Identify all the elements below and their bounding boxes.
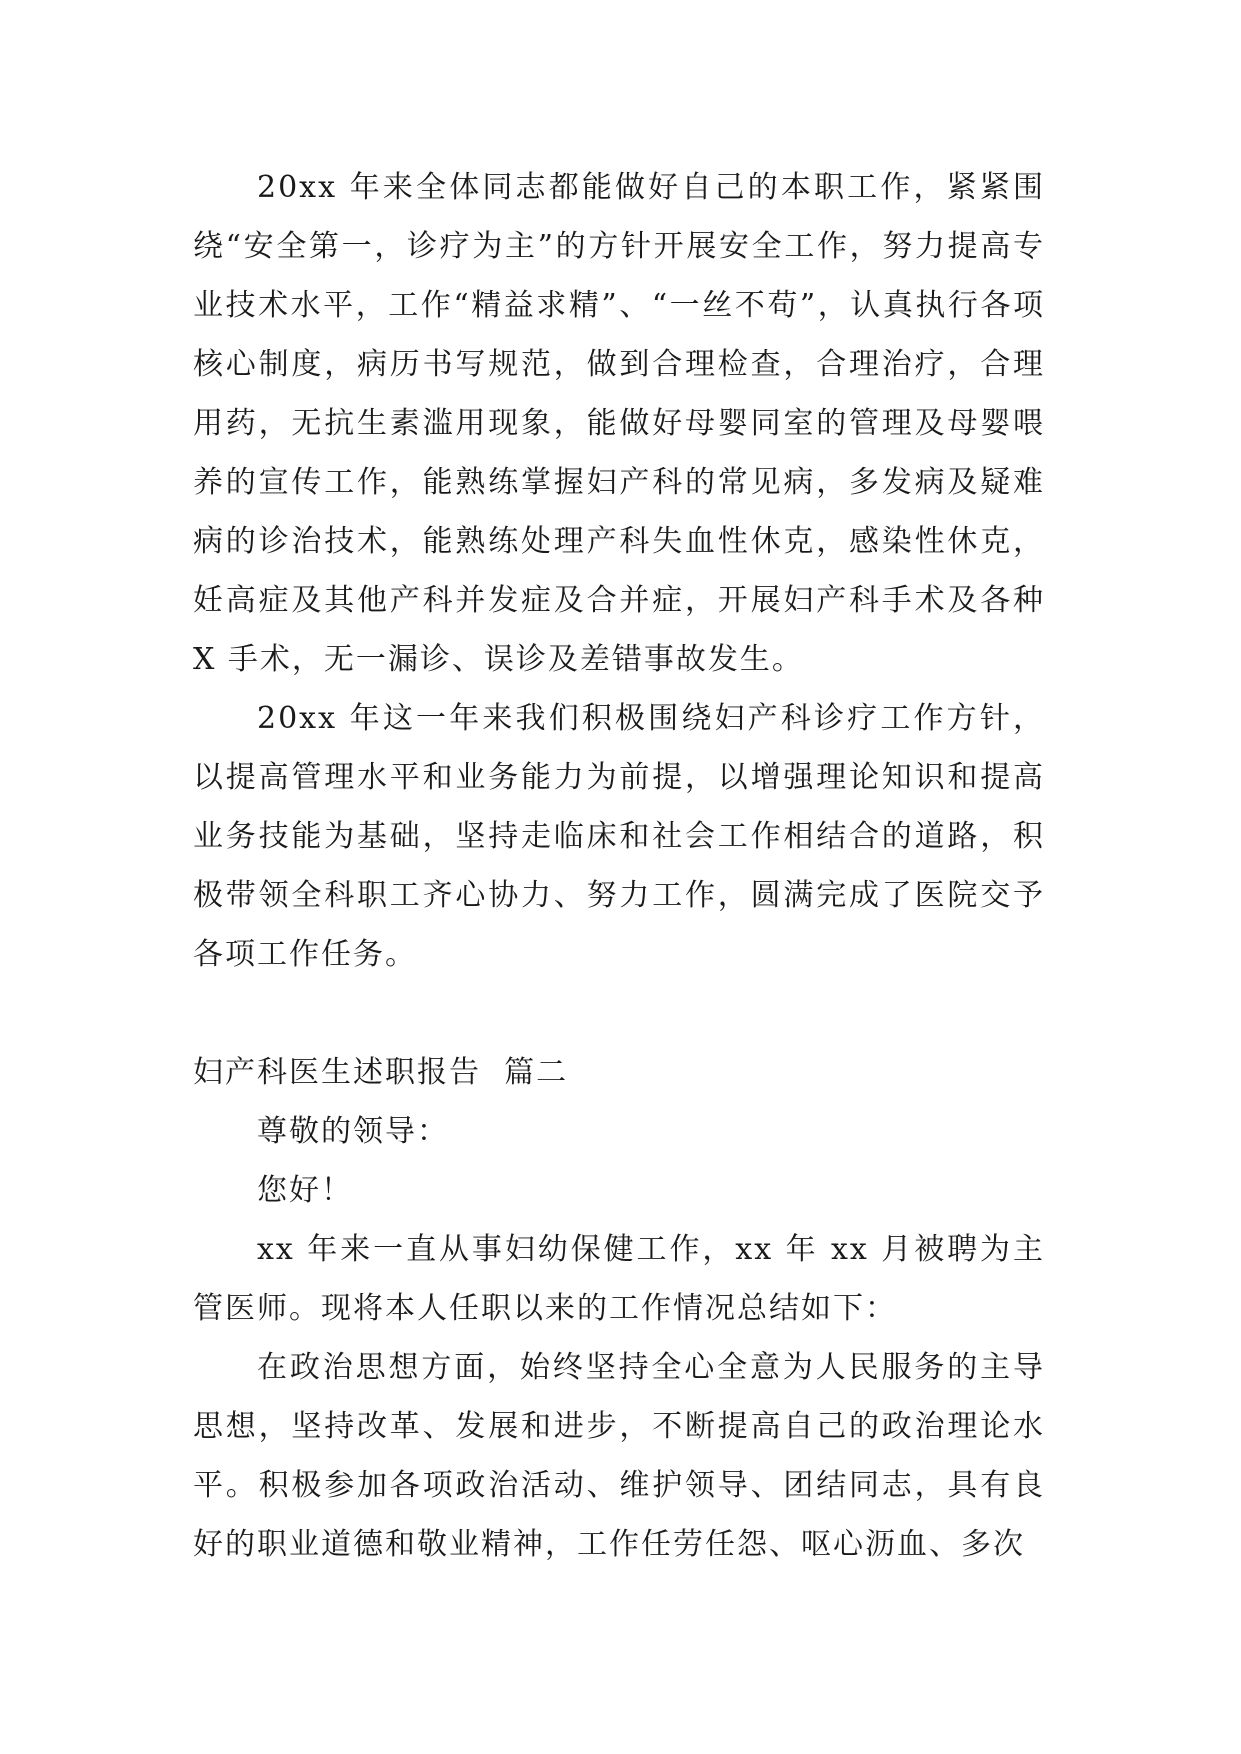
paragraph-intro: xx 年来一直从事妇幼保健工作，xx 年 xx 月被聘为主管医师。现将本人任职以来的工作情况总结如下：: [193, 1232, 1045, 1326]
greeting: 您好！: [257, 1173, 353, 1208]
salutation: 尊敬的领导：: [257, 1114, 449, 1149]
section-heading: 妇产科医生述职报告 篇二: [193, 1055, 569, 1090]
paragraph-year-review: 20xx 年这一年来我们积极围绕妇产科诊疗工作方针，以提高管理水平和业务能力为前提，以增强理论知识和提高业务技能为基础，坚持走临床和社会工作相结合的道路，积极带领全科职工齐心协力、努力工作，圆满完成了医院交予各项工作任务。: [193, 701, 1045, 972]
paragraph-work-summary: 20xx 年来全体同志都能做好自己的本职工作，紧紧围绕“安全第一，诊疗为主”的方针开展安全工作，努力提高专业技术水平，工作“精益求精”、“一丝不苟”，认真执行各项核心制度，病历书写规范，做到合理检查，合理治疗，合理用药，无抗生素滥用现象，能做好母婴同室的管理及母婴喂养的宣传工作，能熟练掌握妇产科的常见病，多发病及疑难病的诊治技术，能熟练处理产科失血性休克，感染性休克，妊高症及其他产科并发症及合并症，开展妇产科手术及各种 X 手术，无一漏诊、误诊及差错事故发生。: [193, 170, 1045, 677]
document-page: [193, 158, 1045, 1574]
section-spacer: [193, 984, 1045, 1043]
paragraph-political: 在政治思想方面，始终坚持全心全意为人民服务的主导思想，坚持改革、发展和进步，不断提高自己的政治理论水平。积极参加各项政治活动、维护领导、团结同志，具有良好的职业道德和敬业精神，工作任劳任怨、呕心沥血、多次: [193, 1350, 1045, 1562]
